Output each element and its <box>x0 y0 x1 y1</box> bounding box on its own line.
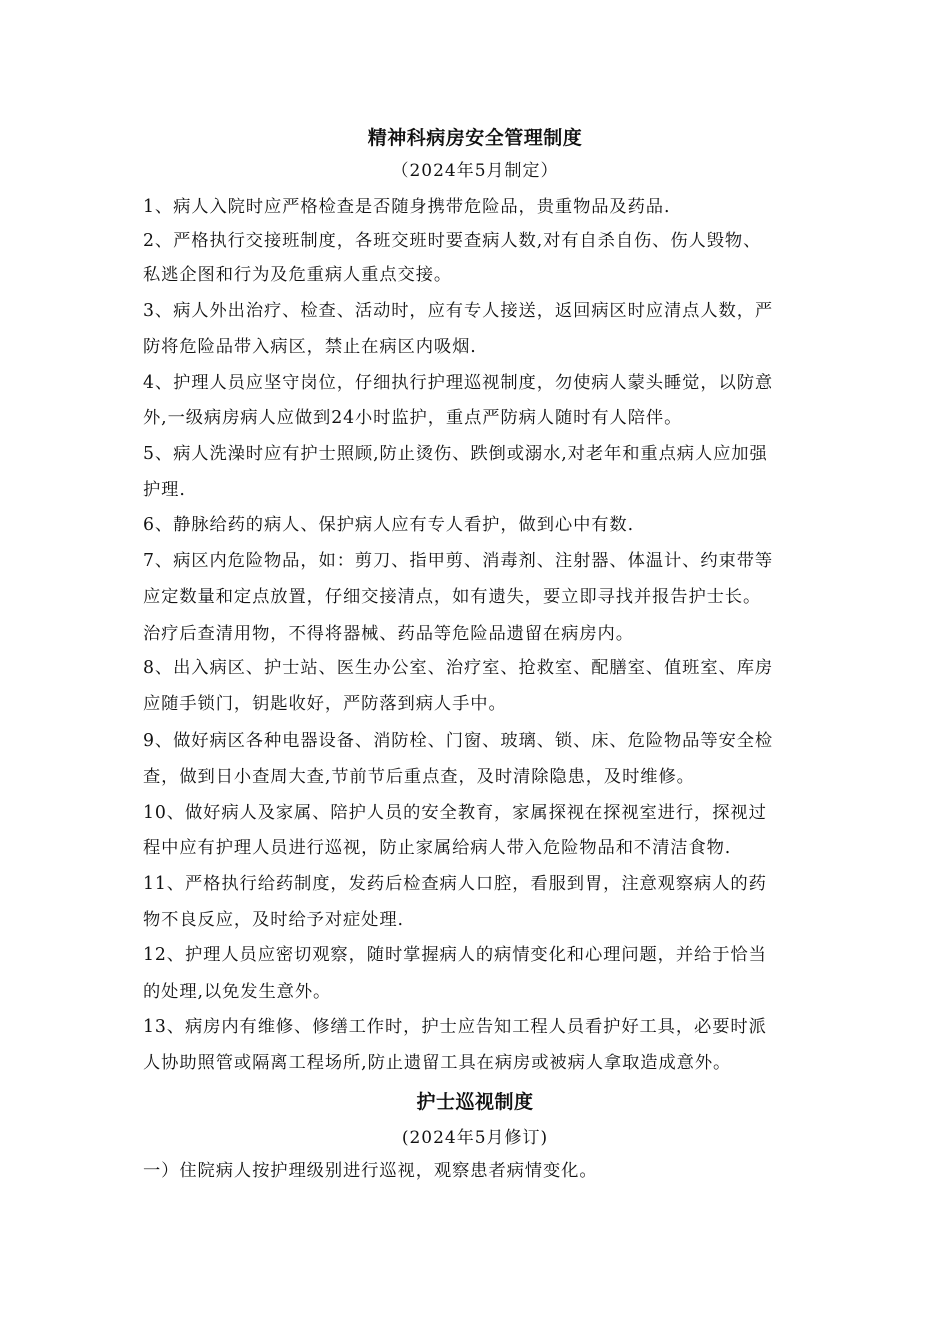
paragraph-line: 5、病人洗澡时应有护士照顾,防止烫伤、跌倒或溺水,对老年和重点病人应加强 <box>143 444 768 464</box>
paragraph-line: 私逃企图和行为及危重病人重点交接。 <box>143 265 453 285</box>
paragraph-line: 人协助照管或隔离工程场所,防止遗留工具在病房或被病人拿取造成意外。 <box>143 1053 732 1073</box>
paragraph-line: 6、静脉给药的病人、保护病人应有专人看护，做到心中有数. <box>143 515 635 535</box>
document-subtitle: （2024年5月制定） <box>391 161 559 181</box>
paragraph-line: 8、出入病区、护士站、医生办公室、治疗室、抢救室、配膳室、值班室、库房 <box>143 658 774 678</box>
paragraph-line: 应随手锁门，钥匙收好，严防落到病人手中。 <box>143 694 507 714</box>
paragraph-line: 查，做到日小查周大查,节前节后重点查，及时清除隐患，及时维修。 <box>143 767 695 787</box>
paragraph-line: 2、严格执行交接班制度，各班交班时要查病人数,对有自杀自伤、伤人毁物、 <box>143 231 762 251</box>
paragraph-line: 7、病区内危险物品，如：剪刀、指甲剪、消毒剂、注射器、体温计、约束带等 <box>143 551 774 571</box>
paragraph-line: 的处理,以免发生意外。 <box>143 982 332 1002</box>
paragraph-line: 1、病人入院时应严格检查是否随身携带危险品，贵重物品及药品. <box>143 197 671 217</box>
paragraph-line: 9、做好病区各种电器设备、消防栓、门窗、玻璃、锁、床、危险物品等安全检 <box>143 731 774 751</box>
document-title: 精神科病房安全管理制度 <box>367 127 583 149</box>
paragraph-line: 外,一级病房病人应做到24小时监护，重点严防病人随时有人陪伴。 <box>143 408 683 428</box>
paragraph-line: 4、护理人员应坚守岗位，仔细执行护理巡视制度，勿使病人蒙头睡觉，以防意 <box>143 373 774 393</box>
paragraph-line: 程中应有护理人员进行巡视，防止家属给病人带入危险物品和不清洁食物. <box>143 838 732 858</box>
paragraph-line: 10、做好病人及家属、陪护人员的安全教育，家属探视在探视室进行，探视过 <box>143 803 767 823</box>
paragraph-line: 治疗后查清用物，不得将器械、药品等危险品遗留在病房内。 <box>143 624 634 644</box>
paragraph-line: 防将危险品带入病区，禁止在病区内吸烟. <box>143 337 477 357</box>
paragraph-line: 一）住院病人按护理级别进行巡视，观察患者病情变化。 <box>143 1161 598 1181</box>
paragraph-line: 3、病人外出治疗、检查、活动时，应有专人接送，返回病区时应清点人数，严 <box>143 301 774 321</box>
paragraph-line: 应定数量和定点放置，仔细交接清点，如有遗失，要立即寻找并报告护士长。 <box>143 587 762 607</box>
paragraph-line: 物不良反应，及时给予对症处理. <box>143 910 404 930</box>
paragraph-line: 11、严格执行给药制度，发药后检查病人口腔，看服到胃，注意观察病人的药 <box>143 874 767 894</box>
paragraph-line: 13、病房内有维修、修缮工作时，护士应告知工程人员看护好工具，必要时派 <box>143 1017 767 1037</box>
section-subtitle: (2024年5月修订) <box>401 1128 549 1148</box>
paragraph-line: 护理. <box>143 480 186 500</box>
section-title: 护士巡视制度 <box>416 1091 534 1113</box>
paragraph-line: 12、护理人员应密切观察，随时掌握病人的病情变化和心理问题，并给于恰当 <box>143 945 767 965</box>
